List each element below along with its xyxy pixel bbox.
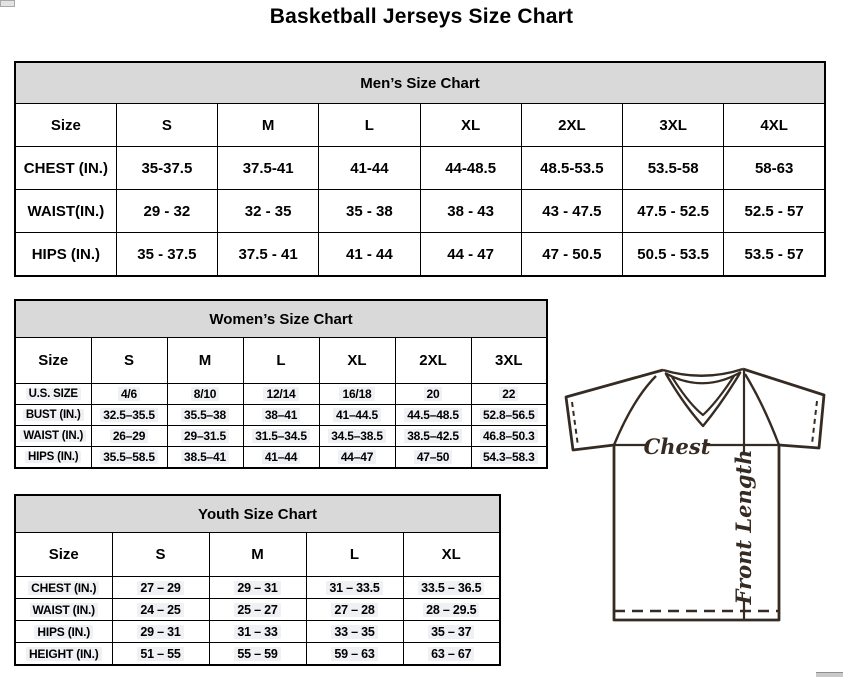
value-cell: 48.5-53.5	[521, 147, 622, 190]
womens-row-u-s-size	[15, 384, 547, 405]
value-cell: 16/18	[319, 384, 395, 405]
value-cell: 51 – 55	[112, 643, 209, 666]
value-cell: 52.8–56.5	[471, 405, 547, 426]
row-label: HEIGHT (IN.)	[15, 643, 112, 666]
youth-col-header-m: M	[209, 533, 306, 577]
womens-table-title: Women’s Size Chart	[15, 300, 547, 338]
youth-row-chest-in	[15, 577, 500, 599]
value-cell: 41 - 44	[319, 233, 420, 277]
value-cell: 35 - 37.5	[116, 233, 217, 277]
value-cell: 47.5 - 52.5	[623, 190, 724, 233]
mens-col-header-size: Size	[15, 104, 116, 147]
value-cell: 44.5–48.5	[395, 405, 471, 426]
value-cell: 27 – 29	[112, 577, 209, 599]
value-cell: 8/10	[167, 384, 243, 405]
value-cell: 12/14	[243, 384, 319, 405]
womens-row-waist-in	[15, 426, 547, 447]
value-cell: 59 – 63	[306, 643, 403, 666]
mens-table-title: Men’s Size Chart	[15, 62, 825, 104]
value-cell: 35.5–58.5	[91, 447, 167, 469]
value-cell: 53.5 - 57	[724, 233, 825, 277]
mens-row-hips-in	[15, 233, 825, 277]
mens-size-chart-table	[14, 61, 826, 277]
mens-col-header-2xl: 2XL	[521, 104, 622, 147]
value-cell: 41–44	[243, 447, 319, 469]
mens-band-row	[15, 62, 825, 104]
value-cell: 33.5 – 36.5	[403, 577, 500, 599]
row-label: WAIST(IN.)	[15, 190, 116, 233]
youth-row-waist-in	[15, 599, 500, 621]
value-cell: 37.5-41	[218, 147, 319, 190]
value-cell: 44–47	[319, 447, 395, 469]
value-cell: 38–41	[243, 405, 319, 426]
value-cell: 52.5 - 57	[724, 190, 825, 233]
value-cell: 54.3–58.3	[471, 447, 547, 469]
value-cell: 58-63	[724, 147, 825, 190]
value-cell: 31 – 33	[209, 621, 306, 643]
value-cell: 46.8–50.3	[471, 426, 547, 447]
value-cell: 50.5 - 53.5	[623, 233, 724, 277]
row-label: WAIST (IN.)	[15, 426, 91, 447]
youth-col-header-size: Size	[15, 533, 112, 577]
womens-row-hips-in	[15, 447, 547, 469]
value-cell: 41-44	[319, 147, 420, 190]
youth-table-title: Youth Size Chart	[15, 495, 500, 533]
value-cell: 33 – 35	[306, 621, 403, 643]
value-cell: 38.5–42.5	[395, 426, 471, 447]
mens-col-header-3xl: 3XL	[623, 104, 724, 147]
value-cell: 38.5–41	[167, 447, 243, 469]
value-cell: 44 - 47	[420, 233, 521, 277]
row-label: BUST (IN.)	[15, 405, 91, 426]
womens-band-row	[15, 300, 547, 338]
value-cell: 35.5–38	[167, 405, 243, 426]
womens-row-bust-in	[15, 405, 547, 426]
mens-col-header-4xl: 4XL	[724, 104, 825, 147]
row-label: CHEST (IN.)	[15, 147, 116, 190]
value-cell: 25 – 27	[209, 599, 306, 621]
value-cell: 32.5–35.5	[91, 405, 167, 426]
row-label: U.S. SIZE	[15, 384, 91, 405]
value-cell: 4/6	[91, 384, 167, 405]
youth-row-height-in	[15, 643, 500, 666]
womens-col-header-l: L	[243, 338, 319, 384]
youth-band-row	[15, 495, 500, 533]
value-cell: 28 – 29.5	[403, 599, 500, 621]
value-cell: 47 - 50.5	[521, 233, 622, 277]
value-cell: 41–44.5	[319, 405, 395, 426]
row-label: CHEST (IN.)	[15, 577, 112, 599]
collar-back-line-1	[663, 369, 743, 376]
right-cuff-dashed-line	[812, 401, 817, 444]
row-label: HIPS (IN.)	[15, 233, 116, 277]
mens-col-header-s: S	[116, 104, 217, 147]
mens-col-header-l: L	[319, 104, 420, 147]
value-cell: 31 – 33.5	[306, 577, 403, 599]
row-label: HIPS (IN.)	[15, 621, 112, 643]
mens-row-waist-in	[15, 190, 825, 233]
mens-col-header-m: M	[218, 104, 319, 147]
row-label: WAIST (IN.)	[15, 599, 112, 621]
value-cell: 34.5–38.5	[319, 426, 395, 447]
value-cell: 29 - 32	[116, 190, 217, 233]
value-cell: 29 – 31	[209, 577, 306, 599]
horizontal-scrollbar-thumb[interactable]	[816, 672, 843, 677]
value-cell: 24 – 25	[112, 599, 209, 621]
page-title: Basketball Jerseys Size Chart	[269, 5, 574, 28]
value-cell: 37.5 - 41	[218, 233, 319, 277]
youth-col-header-l: L	[306, 533, 403, 577]
value-cell: 47–50	[395, 447, 471, 469]
value-cell: 38 - 43	[420, 190, 521, 233]
jersey-right-sleeve	[743, 369, 824, 448]
value-cell: 20	[395, 384, 471, 405]
youth-col-header-s: S	[112, 533, 209, 577]
womens-header-row	[15, 338, 547, 384]
front-length-label: Front Length	[731, 449, 756, 605]
value-cell: 63 – 67	[403, 643, 500, 666]
womens-col-header-3xl: 3XL	[471, 338, 547, 384]
womens-col-header-2xl: 2XL	[395, 338, 471, 384]
value-cell: 27 – 28	[306, 599, 403, 621]
value-cell: 35-37.5	[116, 147, 217, 190]
value-cell: 29 – 31	[112, 621, 209, 643]
value-cell: 55 – 59	[209, 643, 306, 666]
jersey-right-armhole-seam	[745, 374, 779, 445]
value-cell: 32 - 35	[218, 190, 319, 233]
womens-col-header-s: S	[91, 338, 167, 384]
value-cell: 26–29	[91, 426, 167, 447]
mens-row-chest-in	[15, 147, 825, 190]
value-cell: 35 – 37	[403, 621, 500, 643]
value-cell: 35 - 38	[319, 190, 420, 233]
womens-col-header-xl: XL	[319, 338, 395, 384]
womens-size-chart-table	[14, 299, 548, 469]
mens-col-header-xl: XL	[420, 104, 521, 147]
row-label: HIPS (IN.)	[15, 447, 91, 469]
youth-size-chart-table	[14, 494, 501, 666]
youth-col-header-xl: XL	[403, 533, 500, 577]
womens-col-header-m: M	[167, 338, 243, 384]
youth-header-row	[15, 533, 500, 577]
chest-label: Chest	[643, 434, 711, 459]
jersey-measurement-diagram	[556, 364, 843, 664]
youth-row-hips-in	[15, 621, 500, 643]
value-cell: 44-48.5	[420, 147, 521, 190]
value-cell: 43 - 47.5	[521, 190, 622, 233]
womens-col-header-size: Size	[15, 338, 91, 384]
collar-outer-v	[666, 373, 740, 426]
mens-header-row	[15, 104, 825, 147]
value-cell: 31.5–34.5	[243, 426, 319, 447]
scrollbar-corner-fragment	[0, 0, 15, 7]
value-cell: 53.5-58	[623, 147, 724, 190]
value-cell: 29–31.5	[167, 426, 243, 447]
value-cell: 22	[471, 384, 547, 405]
